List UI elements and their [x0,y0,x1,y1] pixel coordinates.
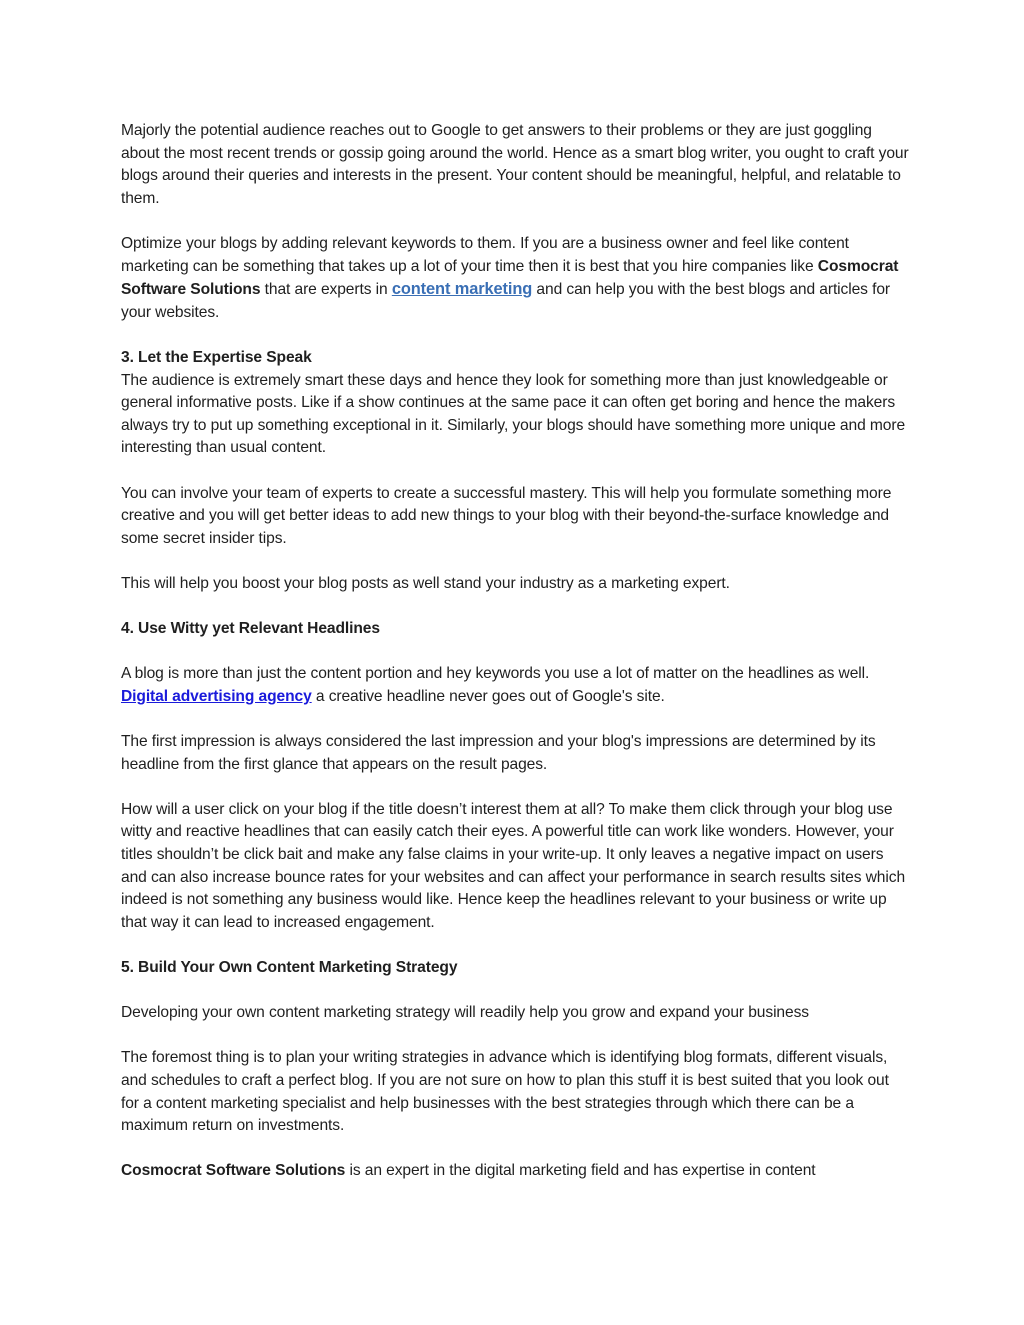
section-3-paragraph-3: This will help you boost your blog posts as well stand your industry as a marketing expert. [121,574,730,592]
section-4-paragraph-2: The first impression is always considered the last impression and your blog's impressions are determined by its headline from the first glance that appears on the result pages. [121,733,876,773]
keywords-text-start: Optimize your blogs by adding relevant keywords to them. If you are a business owner and feel like content marketing can be something that takes up a lot of your time then it is best that you hire companies like [121,234,849,275]
digital-advertising-agency-link[interactable]: Digital advertising agency [121,687,312,705]
keywords-text-middle: that are experts in [260,281,392,299]
section-4-text-start: A blog is more than just the content portion and hey keywords you use a lot of matter on the headlines as well. [121,665,870,683]
section-3-paragraph-1: The audience is extremely smart these days and hence they look for something more than just knowledgeable or general informative posts. Like if a show continues at the same pace it can often get boring and hence the makers always try to put up something exceptional in it. Similarly, your blogs should have something more unique and more interesting than usual content. [121,371,906,457]
section-4-heading: 4. Use Witty yet Relevant Headlines [121,620,380,638]
section-5-closing-text: is an expert in the digital marketing field and has expertise in content [345,1162,816,1180]
section-4-text-end: a creative headline never goes out of Google's site. [311,687,665,705]
document-page [121,120,909,1183]
section-3-paragraph-2: You can involve your team of experts to create a successful mastery. This will help you formulate something more creative and you will get better ideas to add new things to your blog with their beyond-the-surface knowledge and some secret insider tips. [121,484,892,547]
keywords-paragraph [121,233,909,324]
section-5-paragraph-1: Developing your own content marketing strategy will readily help you grow and expand your business [121,1004,809,1022]
section-4-paragraph-1 [121,663,909,708]
intro-paragraph: Majorly the potential audience reaches out to Google to get answers to their problems or they are just goggling about the most recent trends or gossip going around the world. Hence as a smart blog writer, you ought to craft your blogs around their queries and interests in the present. Your content should be meaningful, helpful, and relatable to them. [121,122,909,207]
brand-name-closing: Cosmocrat Software Solutions [121,1162,346,1180]
section-4-paragraph-3: How will a user click on your blog if the title doesn’t interest them at all? To make them click through your blog use witty and reactive headlines that can easily catch their eyes. A powerful title can work like wonders. However, your titles shouldn’t be click bait and make any false claims in your write-up. It only leaves a negative impact on users and can also increase bounce rates for your websites and can affect your performance in search results sites which indeed is not something any business would like. Hence keep the headlines relevant to your business or write up that way it can lead to increased engagement. [121,800,906,931]
section-5-heading: 5. Build Your Own Content Marketing Strategy [121,958,458,976]
section-3-heading: 3. Let the Expertise Speak [121,348,312,366]
brand-name: Cosmocrat Software Solutions [121,257,899,299]
section-5-paragraph-2: The foremost thing is to plan your writing strategies in advance which is identifying blog formats, different visuals, and schedules to craft a perfect blog. If you are not sure on how to plan this stuff it is best suited that you look out for a content marketing specialist and help businesses with the best strategies through which there can be a maximum return on investments. [121,1049,889,1135]
keywords-text-end: and can help you with the best blogs and articles for your websites. [121,281,890,321]
content-marketing-link[interactable]: content marketing [391,280,533,299]
section-5-paragraph-3 [121,1160,909,1183]
